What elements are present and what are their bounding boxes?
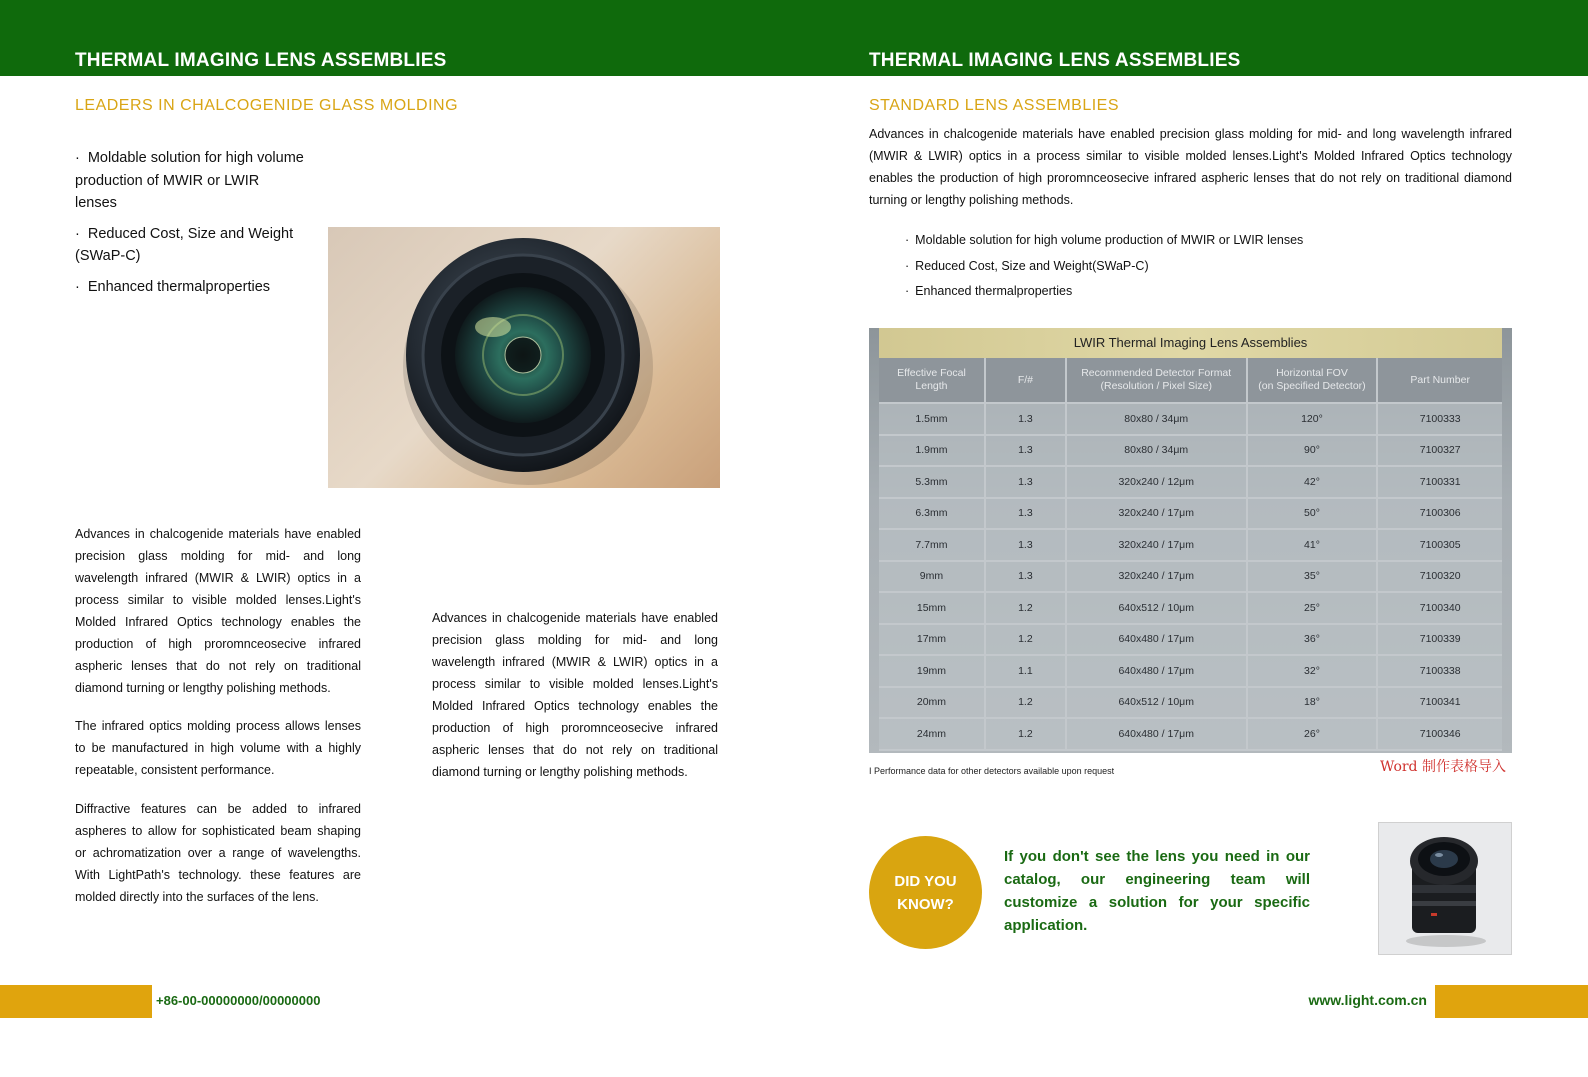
cell-fov: 26° (1247, 718, 1378, 750)
cell-efl: 5.3mm (879, 466, 985, 498)
cell-efl: 1.5mm (879, 403, 985, 435)
col-header-fnumber: F/# (985, 358, 1066, 403)
custom-solution-callout: If you don't see the lens you need in our catalog, our engineering team will customize a solution for your specific application. (1004, 848, 1310, 934)
cell-fnumber: 1.3 (985, 498, 1066, 530)
cell-fov: 32° (1247, 655, 1378, 687)
cell-detector: 320x240 / 17μm (1066, 561, 1247, 593)
cell-efl: 1.9mm (879, 435, 985, 467)
cell-efl: 15mm (879, 592, 985, 624)
bullet-item: · Moldable solution for high volume production of MWIR or LWIR lenses (75, 150, 304, 211)
table-row (879, 466, 1502, 498)
cell-fnumber: 1.3 (985, 529, 1066, 561)
table-row (879, 529, 1502, 561)
word-table-note: Word 制作表格导入 (1380, 759, 1506, 775)
cell-efl: 24mm (879, 718, 985, 750)
phone-number: +86-00-00000000/00000000 (156, 993, 321, 1008)
cell-part-number: 7100340 (1377, 592, 1502, 624)
cell-detector: 320x240 / 12μm (1066, 466, 1247, 498)
cell-detector: 640x512 / 10μm (1066, 592, 1247, 624)
cell-part-number: 7100338 (1377, 655, 1502, 687)
cell-part-number: 7100306 (1377, 498, 1502, 530)
cell-part-number: 7100339 (1377, 624, 1502, 656)
bullet-item: · Moldable solution for high volume production of MWIR or LWIR lenses (905, 233, 1304, 247)
cell-fov: 18° (1247, 687, 1378, 719)
bullet-item: · Reduced Cost, Size and Weight(SWaP-C) (905, 258, 1149, 273)
cell-fnumber: 1.1 (985, 655, 1066, 687)
cell-efl: 7.7mm (879, 529, 985, 561)
right-bullet-list (905, 228, 1303, 305)
cell-fnumber: 1.2 (985, 624, 1066, 656)
cell-efl: 9mm (879, 561, 985, 593)
col-header-fov: Horizontal FOV (on Specified Detector) (1247, 358, 1378, 403)
cell-efl: 6.3mm (879, 498, 985, 530)
table-row (879, 561, 1502, 593)
table-row (879, 718, 1502, 750)
did-you-know-badge: DID YOU KNOW? (869, 836, 982, 949)
cell-fov: 25° (1247, 592, 1378, 624)
cell-detector: 640x512 / 10μm (1066, 687, 1247, 719)
bullet-item: · Enhanced thermalproperties (905, 284, 1073, 298)
bullet-item: · Enhanced thermalproperties (75, 278, 271, 295)
cell-fov: 42° (1247, 466, 1378, 498)
left-paragraph-2: The infrared optics molding process allows lenses to be manufactured in high volume with a highly repeatable, consistent performance. (75, 719, 361, 777)
cell-fnumber: 1.2 (985, 718, 1066, 750)
bullet-item: · Reduced Cost, Size and Weight (SWaP-C) (75, 225, 294, 264)
table-title: LWIR Thermal Imaging Lens Assemblies (879, 328, 1502, 358)
cell-part-number: 7100320 (1377, 561, 1502, 593)
lens-spec-table (879, 358, 1502, 751)
cell-fov: 90° (1247, 435, 1378, 467)
lens-product-illustration (1379, 823, 1512, 955)
left-paragraph-4: Advances in chalcogenide materials have enabled precision glass molding for mid- and long wavelength infrared (MWIR & LWIR) optics in a process similar to visible molded lenses.Light's Molded Infrared Optics technology enables the production of high proromnceosecive infrared aspheric lenses that do not rely on traditional diamond turning or lengthy polishing methods. (432, 611, 718, 779)
col-header-efl: Effective Focal Length (879, 358, 985, 403)
cell-detector: 320x240 / 17μm (1066, 529, 1247, 561)
left-bullet-list (75, 147, 305, 306)
cell-fov: 41° (1247, 529, 1378, 561)
col-header-detector: Recommended Detector Format (Resolution / Pixel Size) (1066, 358, 1247, 403)
left-footer-bar (0, 985, 152, 1018)
cell-fov: 50° (1247, 498, 1378, 530)
table-row (879, 592, 1502, 624)
right-footer-bar (1435, 985, 1588, 1018)
cell-fnumber: 1.3 (985, 435, 1066, 467)
cell-part-number: 7100341 (1377, 687, 1502, 719)
cell-detector: 640x480 / 17μm (1066, 624, 1247, 656)
cell-efl: 20mm (879, 687, 985, 719)
cell-part-number: 7100346 (1377, 718, 1502, 750)
cell-fov: 120° (1247, 403, 1378, 435)
cell-detector: 80x80 / 34μm (1066, 403, 1247, 435)
table-row (879, 435, 1502, 467)
cell-fnumber: 1.3 (985, 561, 1066, 593)
lens-illustration (328, 227, 720, 488)
camera-lens-photo (328, 227, 720, 488)
cell-efl: 17mm (879, 624, 985, 656)
cell-part-number: 7100305 (1377, 529, 1502, 561)
table-row (879, 687, 1502, 719)
cell-fov: 35° (1247, 561, 1378, 593)
right-header-title: THERMAL IMAGING LENS ASSEMBLIES (869, 50, 1241, 71)
cell-fnumber: 1.2 (985, 687, 1066, 719)
table-row (879, 624, 1502, 656)
table-row (879, 403, 1502, 435)
lens-product-photo (1378, 822, 1512, 955)
right-section-title: STANDARD LENS ASSEMBLIES (869, 97, 1119, 114)
col-header-part: Part Number (1377, 358, 1502, 403)
cell-part-number: 7100333 (1377, 403, 1502, 435)
table-header-row (879, 358, 1502, 403)
right-intro-paragraph: Advances in chalcogenide materials have enabled precision glass molding for mid- and long wavelength infrared (MWIR & LWIR) optics in a process similar to visible molded lenses.Light's Molded Infrared Optics technology enables the production of high proromnceosecive infrared aspheric lenses that do not rely on traditional diamond turning or lengthy polishing methods. (869, 127, 1512, 207)
cell-fnumber: 1.3 (985, 403, 1066, 435)
left-paragraph-1: Advances in chalcogenide materials have enabled precision glass molding for mid- and long wavelength infrared (MWIR & LWIR) optics in a process similar to visible molded lenses.Light's Molded Infrared Optics technology enables the production of high proromnceosecive infrared aspheric lenses that do not rely on traditional diamond turning or lengthy polishing methods. (75, 527, 361, 695)
left-paragraph-3: Diffractive features can be added to infrared aspheres to allow for sophisticated beam shaping or achromatization over a range of wavelengths. With LightPath's technology. these features are molded directly into the surfaces of the lens. (75, 802, 361, 904)
cell-fnumber: 1.3 (985, 466, 1066, 498)
cell-fov: 36° (1247, 624, 1378, 656)
table-row (879, 498, 1502, 530)
cell-part-number: 7100327 (1377, 435, 1502, 467)
cell-detector: 320x240 / 17μm (1066, 498, 1247, 530)
cell-detector: 80x80 / 34μm (1066, 435, 1247, 467)
table-footnote: I Performance data for other detectors available upon request (869, 766, 1115, 776)
cell-efl: 19mm (879, 655, 985, 687)
left-header-title: THERMAL IMAGING LENS ASSEMBLIES (75, 50, 447, 71)
lens-spec-table-image (869, 328, 1512, 753)
table-row (879, 655, 1502, 687)
left-section-title: LEADERS IN CHALCOGENIDE GLASS MOLDING (75, 97, 459, 114)
website-url[interactable]: www.light.com.cn (1308, 992, 1427, 1008)
cell-detector: 640x480 / 17μm (1066, 655, 1247, 687)
cell-fnumber: 1.2 (985, 592, 1066, 624)
cell-detector: 640x480 / 17μm (1066, 718, 1247, 750)
cell-part-number: 7100331 (1377, 466, 1502, 498)
